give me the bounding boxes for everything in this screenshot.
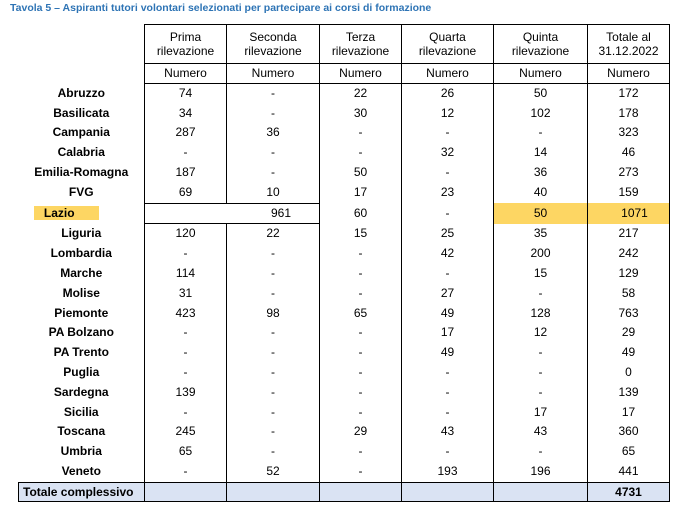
header-col-6: Totale al 31.12.2022 <box>588 25 670 64</box>
table-cell: 217 <box>588 224 670 244</box>
table-cell: 26 <box>402 83 494 103</box>
region-label: PA Bolzano <box>48 325 114 340</box>
table-cell: 49 <box>402 304 494 324</box>
header-row <box>19 25 670 64</box>
table-cell: - <box>320 264 402 284</box>
region-name <box>19 163 145 183</box>
table-cell: - <box>494 363 588 383</box>
table-cell: - <box>145 462 227 482</box>
table-cell: - <box>320 244 402 264</box>
table-cell: - <box>320 323 402 343</box>
table-cell: - <box>320 383 402 403</box>
table-cell <box>494 203 588 224</box>
table-cell: 763 <box>588 304 670 324</box>
table-row <box>19 104 670 124</box>
table-cell: 242 <box>588 244 670 264</box>
region-label: Emilia-Romagna <box>34 164 129 179</box>
region-label: Umbria <box>60 444 102 459</box>
cell-value: 50 <box>533 205 548 220</box>
table-cell: 36 <box>227 123 320 143</box>
table-cell: - <box>227 363 320 383</box>
table-cell: 36 <box>494 163 588 183</box>
table-cell: 360 <box>588 422 670 442</box>
region-label: Basilicata <box>53 105 110 120</box>
table-row <box>19 83 670 103</box>
table-cell: - <box>494 284 588 304</box>
table-cell: - <box>320 462 402 482</box>
region-name <box>19 83 145 103</box>
total-empty-cell <box>320 482 402 501</box>
region-label: Calabria <box>57 145 105 160</box>
table-cell: 34 <box>145 104 227 124</box>
table-row <box>19 304 670 324</box>
table-cell: - <box>145 403 227 423</box>
table-cell: 120 <box>145 224 227 244</box>
table-cell: 52 <box>227 462 320 482</box>
table-cell: 22 <box>227 224 320 244</box>
cell-value: - <box>445 205 450 220</box>
table-cell: - <box>227 244 320 264</box>
table-cell: - <box>320 363 402 383</box>
table-cell: 128 <box>494 304 588 324</box>
table-cell <box>588 203 670 224</box>
region-label: Liguria <box>61 226 102 241</box>
table-cell: - <box>320 123 402 143</box>
table-cell: - <box>402 123 494 143</box>
table-cell: 43 <box>494 422 588 442</box>
table-row <box>19 323 670 343</box>
region-name <box>19 343 145 363</box>
table-cell: - <box>402 383 494 403</box>
table-cell: 49 <box>588 343 670 363</box>
table-cell: 32 <box>402 143 494 163</box>
table-cell: 15 <box>320 224 402 244</box>
table-cell: 10 <box>227 183 320 203</box>
table-cell: 172 <box>588 83 670 103</box>
table-cell <box>402 203 494 224</box>
region-name <box>19 123 145 143</box>
table-cell: 196 <box>494 462 588 482</box>
table-cell: 323 <box>588 123 670 143</box>
table-cell: 139 <box>145 383 227 403</box>
unit-label: Numero <box>494 64 588 84</box>
total-empty-cell <box>494 482 588 501</box>
unit-row <box>19 64 670 84</box>
table-cell: 159 <box>588 183 670 203</box>
header-col-1: Prima rilevazione <box>145 25 227 64</box>
table-cell: 129 <box>588 264 670 284</box>
table-row <box>19 442 670 462</box>
total-empty-cell <box>402 482 494 501</box>
table-cell: 43 <box>402 422 494 442</box>
table-row <box>19 284 670 304</box>
total-value: 4731 <box>588 482 670 501</box>
table-cell: - <box>402 163 494 183</box>
table-cell <box>320 203 402 224</box>
table-cell: - <box>320 343 402 363</box>
table-cell: 46 <box>588 143 670 163</box>
table-cell: - <box>402 264 494 284</box>
table-cell: 65 <box>145 442 227 462</box>
total-empty-cell <box>145 482 227 501</box>
table-row <box>19 343 670 363</box>
table-cell: - <box>227 323 320 343</box>
region-label: PA Trento <box>53 345 109 360</box>
table-cell: 65 <box>588 442 670 462</box>
region-name <box>19 403 145 423</box>
header-col-3: Terza rilevazione <box>320 25 402 64</box>
region-name <box>19 304 145 324</box>
table-title: Tavola 5 – Aspiranti tutori volontari selezionati per partecipare ai corsi di formazione <box>10 2 432 14</box>
table-row <box>19 383 670 403</box>
table-cell: - <box>227 143 320 163</box>
table-cell: 273 <box>588 163 670 183</box>
table-cell: - <box>145 323 227 343</box>
table-cell: - <box>402 403 494 423</box>
table-cell: - <box>227 83 320 103</box>
table-cell: - <box>494 343 588 363</box>
unit-corner <box>19 64 145 84</box>
table-cell: 27 <box>402 284 494 304</box>
table-cell: 58 <box>588 284 670 304</box>
table-cell: - <box>227 163 320 183</box>
table-cell: - <box>402 442 494 462</box>
table-cell: 50 <box>494 83 588 103</box>
table-cell: 139 <box>588 383 670 403</box>
table-cell: - <box>227 284 320 304</box>
region-label: Piemonte <box>54 305 109 320</box>
cell-value: 1071 <box>621 205 648 220</box>
table-cell: - <box>145 343 227 363</box>
region-name <box>19 363 145 383</box>
unit-label: Numero <box>402 64 494 84</box>
unit-label: Numero <box>588 64 670 84</box>
unit-label: Numero <box>145 64 227 84</box>
table-row <box>19 163 670 183</box>
header-corner <box>19 25 145 64</box>
header-col-5: Quinta rilevazione <box>494 25 588 64</box>
table-cell: 69 <box>145 183 227 203</box>
unit-label: Numero <box>227 64 320 84</box>
table-cell: 40 <box>494 183 588 203</box>
table-cell: 50 <box>320 163 402 183</box>
table-cell: 49 <box>402 343 494 363</box>
table-cell: - <box>402 363 494 383</box>
table-row <box>19 203 670 224</box>
table-cell: 42 <box>402 244 494 264</box>
region-label: Puglia <box>63 364 100 379</box>
table-cell: - <box>145 143 227 163</box>
region-name <box>19 383 145 403</box>
cell-value: 961 <box>270 205 292 220</box>
region-label: Sardegna <box>53 384 109 399</box>
region-label: Abruzzo <box>57 85 105 100</box>
table-cell: 200 <box>494 244 588 264</box>
table-cell: 98 <box>227 304 320 324</box>
table-cell: - <box>145 363 227 383</box>
total-row <box>19 482 670 501</box>
table-cell: 187 <box>145 163 227 183</box>
region-name <box>19 323 145 343</box>
merged-cell <box>145 203 320 224</box>
region-label: Molise <box>62 285 100 300</box>
table-row <box>19 244 670 264</box>
table-cell: 193 <box>402 462 494 482</box>
table-cell: - <box>320 284 402 304</box>
table-cell: 65 <box>320 304 402 324</box>
table-cell: - <box>227 442 320 462</box>
region-name <box>19 104 145 124</box>
region-name <box>19 244 145 264</box>
table-cell: 29 <box>588 323 670 343</box>
table-cell: 441 <box>588 462 670 482</box>
table-row <box>19 403 670 423</box>
region-name <box>19 203 145 224</box>
table-cell: 245 <box>145 422 227 442</box>
region-name <box>19 422 145 442</box>
table-cell: 114 <box>145 264 227 284</box>
table-cell: - <box>227 104 320 124</box>
table-row <box>19 264 670 284</box>
table-cell: 423 <box>145 304 227 324</box>
table-cell: - <box>227 422 320 442</box>
table-cell: 23 <box>402 183 494 203</box>
region-label: Veneto <box>61 463 101 478</box>
table-cell: - <box>227 383 320 403</box>
table-cell: 14 <box>494 143 588 163</box>
table-cell: 102 <box>494 104 588 124</box>
region-name <box>19 264 145 284</box>
table-row <box>19 123 670 143</box>
table-cell: 0 <box>588 363 670 383</box>
table-row <box>19 183 670 203</box>
unit-label: Numero <box>320 64 402 84</box>
table-cell: 17 <box>588 403 670 423</box>
table-cell: - <box>227 264 320 284</box>
table-row <box>19 143 670 163</box>
region-label: Lombardia <box>50 246 112 261</box>
table-cell: - <box>494 123 588 143</box>
table-cell: - <box>227 403 320 423</box>
table-cell: 25 <box>402 224 494 244</box>
table-cell: 12 <box>402 104 494 124</box>
table-cell: 287 <box>145 123 227 143</box>
table-cell: 15 <box>494 264 588 284</box>
table-cell: 178 <box>588 104 670 124</box>
table-cell: - <box>494 442 588 462</box>
cell-value: 60 <box>353 205 368 220</box>
table-cell: 30 <box>320 104 402 124</box>
region-name <box>19 284 145 304</box>
table-cell: - <box>145 244 227 264</box>
table-cell: - <box>320 403 402 423</box>
region-name <box>19 462 145 482</box>
table-cell: 74 <box>145 83 227 103</box>
table-row <box>19 462 670 482</box>
region-label: Sicilia <box>63 404 99 419</box>
table-cell: 35 <box>494 224 588 244</box>
table-row <box>19 422 670 442</box>
table-cell: - <box>320 442 402 462</box>
total-empty-cell <box>227 482 320 501</box>
region-label: Campania <box>52 125 110 140</box>
region-name <box>19 183 145 203</box>
table-cell: 29 <box>320 422 402 442</box>
table-cell: 17 <box>320 183 402 203</box>
region-label: Marche <box>60 265 103 280</box>
header-col-4: Quarta rilevazione <box>402 25 494 64</box>
region-label: FVG <box>68 185 94 200</box>
region-name <box>19 224 145 244</box>
header-col-2: Seconda rilevazione <box>227 25 320 64</box>
region-label: Toscana <box>57 424 106 439</box>
table-cell: 12 <box>494 323 588 343</box>
table-cell: 17 <box>402 323 494 343</box>
table-cell: - <box>227 343 320 363</box>
region-name <box>19 143 145 163</box>
table-cell: 22 <box>320 83 402 103</box>
table-row <box>19 363 670 383</box>
table-cell: 31 <box>145 284 227 304</box>
total-label: Totale complessivo <box>19 482 145 501</box>
data-table <box>18 24 670 502</box>
table-cell: - <box>320 143 402 163</box>
table-row <box>19 224 670 244</box>
region-name <box>19 442 145 462</box>
table-cell: 17 <box>494 403 588 423</box>
table-cell: - <box>494 383 588 403</box>
region-label: Lazio <box>34 206 99 220</box>
